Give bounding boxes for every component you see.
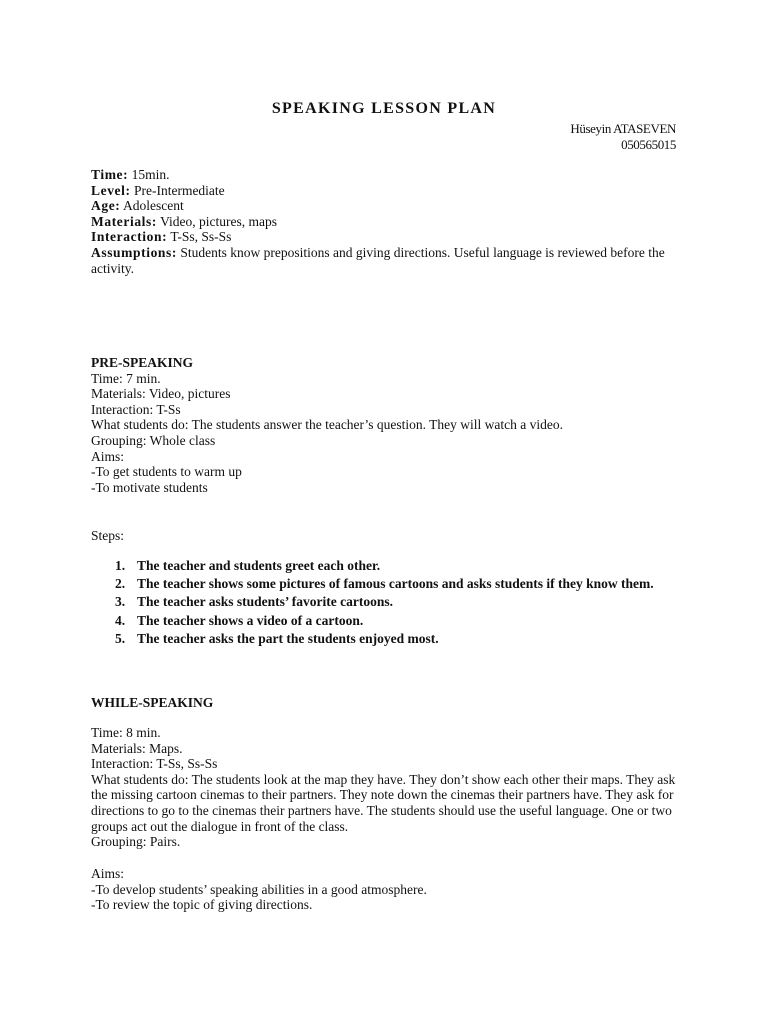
- document-title: SPEAKING LESSON PLAN: [271, 100, 497, 117]
- step-number: 5.: [115, 630, 126, 646]
- step-number: 3.: [115, 594, 126, 610]
- author-name: Hüseyin ATASEVEN: [570, 121, 676, 136]
- while-speaking-section: [91, 725, 681, 850]
- step-item: [91, 576, 661, 592]
- step-text: The teacher shows some pictures of famous cartoons and asks students if they know them.: [137, 576, 654, 592]
- summary-materials: [91, 214, 681, 230]
- pre-speaking-steps: [91, 558, 661, 649]
- pre-speaking-section: [91, 355, 681, 495]
- pre-speaking-aim: -To get students to warm up: [91, 464, 242, 480]
- pre-speaking-interaction: Interaction: T-Ss: [91, 401, 181, 417]
- while-speaking-what-students-do: What students do: The students look at the map they have. They don’t show each other their maps. They ask the missing cartoon cinemas to their partners. They note down the cinemas their partners have. They ask for directions to go to the cinemas their partners have. The students should use the useful language. One or two groups act out the dialogue in front of the class.: [91, 771, 676, 834]
- while-speaking-materials: Materials: Maps.: [91, 740, 183, 756]
- step-text: The teacher asks students’ favorite cartoons.: [137, 594, 393, 610]
- summary-level-label: Level:: [91, 182, 131, 198]
- while-speaking-time: Time: 8 min.: [91, 725, 161, 740]
- step-item: [91, 631, 661, 647]
- pre-speaking-grouping: Grouping: Whole class: [91, 432, 216, 448]
- summary-materials-value: Video, pictures, maps: [156, 213, 278, 229]
- step-item: [91, 558, 661, 574]
- step-number: 2.: [115, 576, 126, 592]
- summary-interaction: [91, 229, 681, 245]
- summary-interaction-value: T-Ss, Ss-Ss: [167, 229, 232, 245]
- step-number: 4.: [115, 612, 126, 628]
- summary-level: [91, 183, 681, 199]
- while-speaking-aim: -To review the topic of giving directions.: [91, 897, 313, 913]
- summary-interaction-label: Interaction:: [91, 229, 168, 245]
- summary-assumptions-label: Assumptions:: [91, 244, 177, 260]
- summary-age: [91, 198, 681, 214]
- while-speaking-interaction: Interaction: T-Ss, Ss-Ss: [91, 756, 218, 772]
- step-text: The teacher asks the part the students enjoyed most.: [137, 630, 439, 646]
- step-text: The teacher shows a video of a cartoon.: [137, 612, 364, 628]
- summary-time: [91, 167, 681, 183]
- step-text: The teacher and students greet each other.: [137, 558, 381, 573]
- step-item: [91, 594, 661, 610]
- summary-time-value: 15min.: [128, 167, 170, 182]
- pre-speaking-heading: PRE-SPEAKING: [91, 355, 194, 370]
- summary-assumptions: [91, 245, 681, 276]
- step-item: [91, 613, 661, 629]
- summary-age-value: Adolescent: [120, 198, 184, 214]
- summary-time-label: Time:: [91, 167, 129, 182]
- while-speaking-aims-label: Aims:: [91, 866, 125, 881]
- pre-speaking-aims-label: Aims:: [91, 448, 125, 464]
- author-block: [570, 121, 676, 153]
- while-speaking-title: WHILE-SPEAKING: [91, 695, 214, 710]
- while-speaking-heading: [91, 695, 681, 711]
- while-speaking-aim: -To develop students’ speaking abilities in a good atmosphere.: [91, 881, 427, 897]
- pre-speaking-what-students-do: What students do: The students answer the teacher’s question. They will watch a video.: [91, 417, 564, 433]
- pre-speaking-materials: Materials: Video, pictures: [91, 386, 231, 402]
- author-id: 050565015: [621, 137, 676, 152]
- step-number: 1.: [115, 558, 126, 573]
- summary-assumptions-value: Students know prepositions and giving directions. Useful language is reviewed before the activity.: [91, 244, 665, 276]
- while-speaking-aims: [91, 866, 681, 913]
- pre-speaking-steps-label: Steps:: [91, 528, 125, 543]
- pre-speaking-time: Time: 7 min.: [91, 370, 161, 386]
- lesson-summary: [91, 167, 681, 276]
- summary-materials-label: Materials:: [91, 213, 157, 229]
- pre-speaking-aim: -To motivate students: [91, 479, 208, 495]
- while-speaking-grouping: Grouping: Pairs.: [91, 834, 181, 850]
- steps-list: [91, 558, 661, 646]
- summary-age-label: Age:: [91, 198, 121, 214]
- summary-level-value: Pre-Intermediate: [130, 182, 225, 198]
